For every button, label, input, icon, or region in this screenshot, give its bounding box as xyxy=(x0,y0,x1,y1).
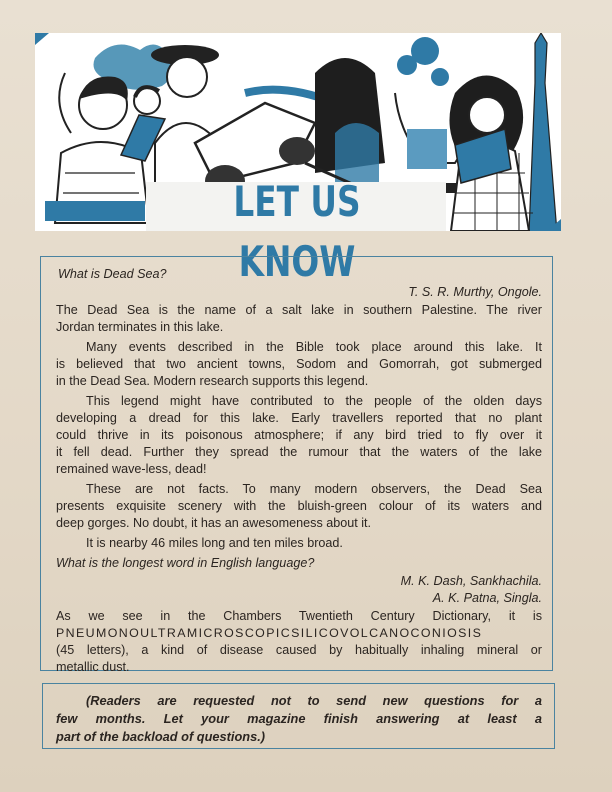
question-title: What is Dead Sea? xyxy=(58,267,167,281)
notice-line: few months. Let your magazine finish answering at least a xyxy=(56,711,542,726)
answer-line: presents exquisite scenery with the bluish-green colour of its waters and xyxy=(56,499,542,513)
notice-line: part of the backload of questions.) xyxy=(56,729,266,744)
asker-name: M. K. Dash, Sankhachila. xyxy=(400,574,542,588)
answer-line: developing a dread for this lake. Early travellers reported that no plant xyxy=(56,411,542,425)
answer-line: This legend might have contributed to the people of the olden days xyxy=(86,394,542,408)
asker-name: T. S. R. Murthy, Ongole. xyxy=(408,285,542,299)
answer-line: could thrive in its poisonous atmosphere; if any bird tried to fly over it xyxy=(56,428,542,442)
longest-word: PNEUMONOULTRAMICROSCOPICSILICOVOLCANOCONIOSIS xyxy=(56,626,483,640)
answer-line: (45 letters), a kind of disease caused by habitually inhaling mineral or xyxy=(56,643,542,657)
answer-line: remained wave-less, dead! xyxy=(56,462,207,476)
notice-line: (Readers are requested not to send new questions for a xyxy=(86,693,542,708)
asker-name: A. K. Patna, Singla. xyxy=(432,591,542,605)
page-title: LET US KNOW xyxy=(233,177,361,286)
question-title: What is the longest word in English language? xyxy=(56,556,315,570)
answer-line: Jordan terminates in this lake. xyxy=(56,320,224,334)
answer-line: it fell dead. Further they spread the rumour that the waters of the lake xyxy=(56,445,542,459)
answer-line: in the Dead Sea. Modern research supports this legend. xyxy=(56,374,369,388)
answer-line: deep gorges. No doubt, it has an awesomeness about it. xyxy=(56,516,372,530)
answer-line: is believed that two ancient towns, Sodom and Gomorrah, got submerged xyxy=(56,357,542,371)
answer-line: As we see in the Chambers Twentieth Century Dictionary, it is xyxy=(56,609,542,623)
answer-line: These are not facts. To many modern observers, the Dead Sea xyxy=(86,482,542,496)
answer-line: Many events described in the Bible took place around this lake. It xyxy=(86,340,542,354)
answer-line: It is nearby 46 miles long and ten miles broad. xyxy=(86,536,343,550)
answer-line: The Dead Sea is the name of a salt lake in southern Palestine. The river xyxy=(56,303,542,317)
answer-line: metallic dust. xyxy=(56,660,130,674)
